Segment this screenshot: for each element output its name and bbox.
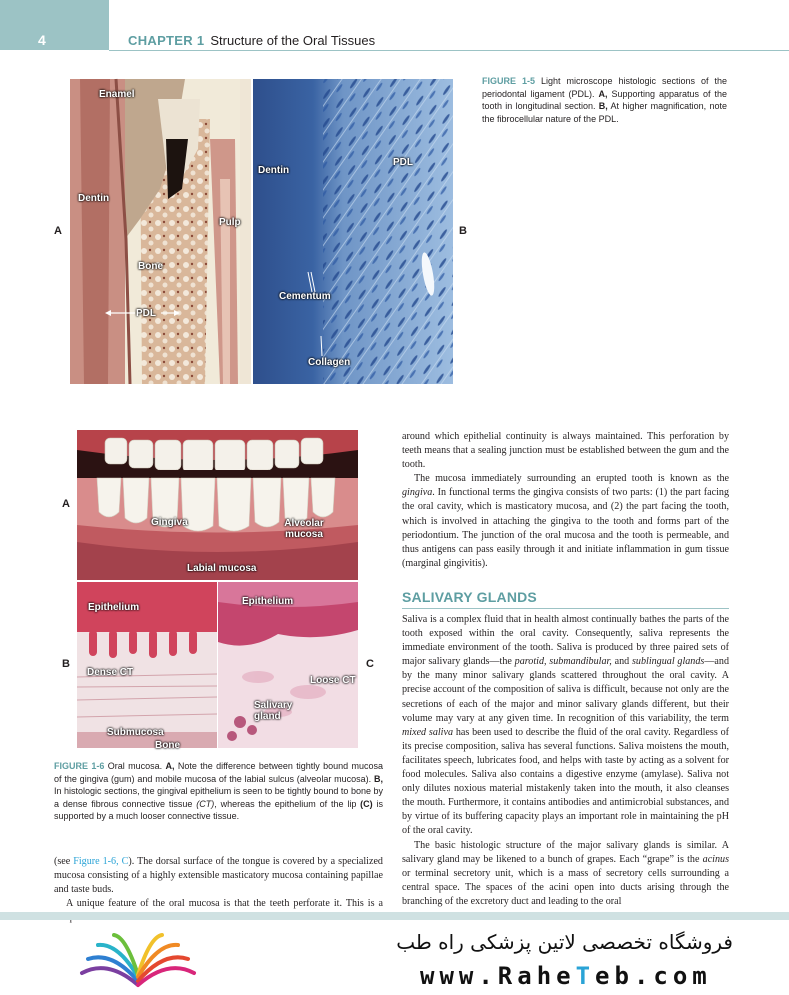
header-rule: [109, 50, 789, 51]
figure-1-6c-link[interactable]: Figure 1-6, C: [73, 856, 129, 867]
store-url[interactable]: [420, 962, 712, 990]
open-book-logo-icon: [78, 929, 198, 991]
label-dentin-a: Dentin: [78, 193, 110, 204]
label-cementum: Cementum: [279, 291, 331, 302]
figure-1-5-caption-b: B,: [598, 101, 608, 111]
left-p1-text-b: ). The dorsal surface of the tongue is covered by a specialized mucosa consisting of a highly extensible masticatory mucosa containing papillae and taste buds.: [54, 856, 383, 896]
s1-text-c: —and by the many minor salivary glands scattered throughout the oral cavity. A precise account of the composition of saliva is difficult, because not only are the secretions of each of the major and minor salivary glands different, but their volume may vary at any given time. In recognition of this variability, the term: [402, 656, 729, 724]
figure-1-5-caption-text2: Supporting apparatus of the tooth in longitudinal section.: [482, 88, 727, 111]
figure-1-6-caption-c: (C): [360, 798, 373, 809]
section-title-salivary-glands: SALIVARY GLANDS: [402, 589, 537, 605]
chapter-label: CHAPTER 1: [128, 33, 205, 48]
left-column-text: [54, 855, 383, 912]
figure-1-5-caption-text3: At higher magnification, note the fibrocellular nature of the PDL.: [482, 101, 727, 124]
left-p1-text-a: (see: [54, 856, 74, 867]
label-enamel: Enamel: [99, 89, 135, 100]
label-submucosa: Submucosa: [107, 727, 164, 738]
figure-1-5-leader-lines: [300, 270, 330, 360]
figure-1-5-caption: [482, 75, 727, 125]
label-gingiva: Gingiva: [151, 517, 188, 528]
label-alveolar-mucosa: Alveolar mucosa: [284, 518, 324, 540]
right-column-top-text: [402, 430, 729, 571]
label-pulp: Pulp: [219, 217, 241, 228]
figure-1-6-caption-fig: FIGURE 1-6: [54, 761, 105, 771]
figure-1-6-caption-b: B,: [374, 773, 383, 784]
figure-1-6-caption-text2: Note the difference between tightly bound mucosa of the gingiva (gum) and mobile mucosa of the labial sulcus (alveolar mucosa).: [54, 761, 383, 784]
term-mixed-saliva: mixed saliva: [402, 726, 454, 738]
s1-text-b: and: [611, 656, 632, 668]
page-number: 4: [38, 32, 46, 48]
figure-1-5-caption-text1: Light microscope histologic sections of the periodontal ligament (PDL).: [482, 76, 727, 99]
figure-1-5-caption-a: A,: [598, 88, 608, 99]
header-tab: [0, 0, 109, 50]
section-rule: [402, 608, 729, 609]
figure-1-6-panel-c-letter: C: [366, 658, 374, 670]
term-acinus: acinus: [702, 853, 729, 865]
figure-1-5-panel-a-image: [70, 79, 251, 384]
chapter-title: Structure of the Oral Tissues: [210, 33, 376, 48]
right-p2-text-a: The mucosa immediately surrounding an erupted tooth is known as the: [414, 473, 729, 485]
store-name: فروشگاه تخصصی لاتین پزشکی راه طب: [396, 930, 733, 954]
figure-1-6-caption-text5: is supported by a much looser connective tissue.: [54, 798, 384, 821]
url-prefix: www.Rahe: [420, 962, 576, 990]
label-pdl-a: PDL: [136, 308, 156, 319]
figure-1-6-caption-text4: , whereas the epithelium of the lip: [214, 798, 361, 809]
label-epithelium-c: Epithelium: [242, 596, 294, 607]
right-paragraph-1: around which epithelial continuity is always maintained. This perforation by teeth means that a sealing junction must be established between the gum and the tooth.: [402, 431, 729, 471]
right-column-salivary-text: [402, 613, 729, 912]
footer-strip: [0, 912, 789, 920]
s2-text-a: The basic histologic structure of the major salivary glands is similar. A salivary gland may be likened to a bunch of grapes. Each “grape” is the: [402, 839, 729, 865]
label-bone: Bone: [138, 261, 163, 272]
figure-1-6-caption-ct: (CT): [196, 798, 215, 809]
figure-1-6-caption-text3: In histologic sections, the gingival epithelium is seen to be tightly bound to bone by a dense fibrous connective tissue: [54, 786, 383, 809]
figure-1-6-caption-a: A,: [165, 761, 175, 771]
label-salivary-gland: Salivary gland: [254, 700, 293, 722]
figure-1-6-panel-a-image: [77, 430, 358, 580]
salivary-paragraph-2: [402, 839, 729, 909]
figure-1-5-panel-b-letter: B: [459, 225, 467, 237]
label-dense-ct: Dense CT: [87, 667, 134, 678]
running-header: [128, 33, 375, 48]
figure-1-5-panel-a-letter: A: [54, 225, 62, 237]
label-bone-b: Bone: [155, 740, 180, 751]
right-p2-text-b: . In functional terms the gingiva consists of two parts: (1) the part facing the oral cavity, which is masticatory mucosa, and (2) the part facing the tooth, which is involved in attaching the gingiva to the tooth and forms part of the periodontium. The junction of the oral mucosa and the tooth is permeable, and thus antigens can pass easily through it and initiate inflammation in gum tissue (marginal gingivitis).: [402, 487, 729, 569]
label-collagen: Collagen: [308, 357, 351, 368]
left-paragraph-1: [54, 855, 383, 897]
figure-1-5-caption-fig: FIGURE 1-5: [482, 76, 535, 86]
term-sublingual: sublingual glands: [632, 656, 705, 668]
label-epithelium-b: Epithelium: [88, 602, 140, 613]
right-paragraph-2: [402, 472, 729, 571]
label-loose-ct: Loose CT: [310, 675, 356, 686]
salivary-paragraph-1: [402, 613, 729, 839]
s1-text-d: has been used to describe the fluid of the oral cavity. Regardless of its precise composition, saliva has several functions. Saliva moistens the mouth, facilitates speech, lubricates food, and helps with taste by acting as a solvent for food molecules. Saliva also contains a digestive enzyme (amylase). Saliva not only dilutes noxious material mistakenly taken into the mouth, it also cleanses the mouth. Furthermore, it contains antibodies and antimicrobial substances, and by virtue of its buffering capacity plays an important role in maintaining the pH of the oral cavity.: [402, 726, 729, 837]
figure-1-6-panel-a-letter: A: [62, 498, 70, 510]
url-suffix: eb.com: [595, 962, 712, 990]
label-pdl-b: PDL: [393, 157, 413, 168]
s2-text-b: or terminal secretory unit, which is a mass of secretory cells surrounding a central space. The spaces of the acini open into ducts arising through the branching of the excretory duct and leading to the oral: [402, 867, 729, 907]
term-parotid-submandibular: parotid, submandibular,: [514, 656, 612, 668]
label-dentin-b: Dentin: [258, 165, 290, 176]
figure-1-6-caption-text1: Oral mucosa.: [104, 761, 166, 771]
s1-text-a: Saliva is a complex fluid that in health almost continually bathes the parts of the tooth exposed within the oral cavity. Consequently, saliva represents the immediate environment of the tooth. Saliva is produced by three paired sets of major salivary glands—the: [402, 614, 729, 668]
label-labial-mucosa: Labial mucosa: [187, 563, 257, 574]
term-gingiva: gingiva: [402, 487, 433, 499]
left-paragraph-2: A unique feature of the oral mucosa is that the teeth perforate it. This is a: [66, 898, 383, 910]
pdl-double-arrow: [105, 307, 180, 319]
figure-1-5-panel-b-image: [253, 79, 453, 384]
figure-1-6-panel-b-letter: B: [62, 658, 70, 670]
url-accent: T: [575, 962, 596, 990]
figure-1-6-caption: [54, 760, 383, 823]
